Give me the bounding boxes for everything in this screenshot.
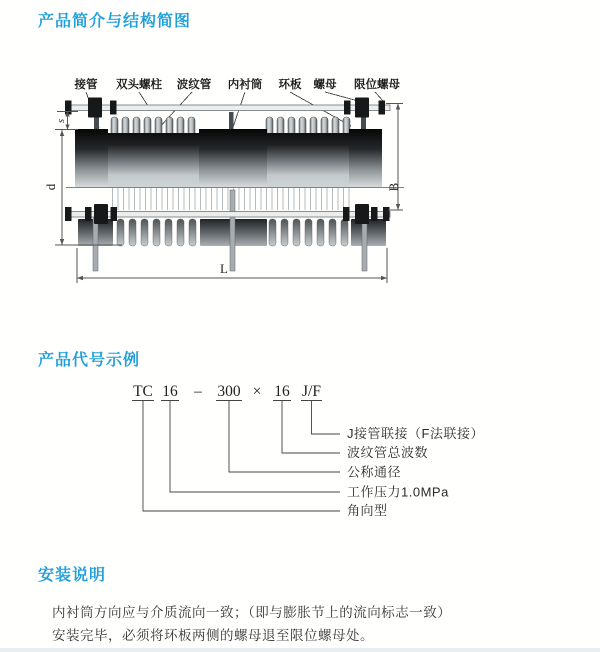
- page-bottom-strip: [0, 648, 600, 652]
- structure-diagram: [0, 60, 600, 352]
- code-seg-times: ×: [252, 383, 262, 400]
- label-double-stud: 双头螺柱: [116, 79, 162, 91]
- code-segments: [133, 383, 321, 400]
- dim-label-L: L: [220, 261, 228, 276]
- product-code-figure: [0, 372, 600, 532]
- section-title-code: 产品代号示例: [38, 352, 141, 369]
- code-seg-pressure: 16: [162, 383, 178, 400]
- label-connecting-pipe: 接管: [74, 79, 98, 91]
- label-ring-plate: 环板: [278, 79, 302, 91]
- callout-working-pressure: 工作压力1.0MPa: [347, 484, 449, 500]
- callout-connection: J接管联接（F法联接）: [347, 426, 484, 441]
- code-seg-dn: 300: [217, 383, 241, 400]
- right-end-pipe: [349, 129, 382, 187]
- label-inner-liner: 内衬筒: [227, 79, 263, 91]
- label-limit-nut: 限位螺母: [354, 79, 400, 91]
- callout-angular-type: 角向型: [347, 503, 388, 518]
- section-title-intro: 产品简介与结构简图: [38, 13, 192, 30]
- install-line-2: 安装完毕，必须将环板两侧的螺母退至限位螺母处。: [52, 628, 374, 643]
- joint-body: [75, 129, 382, 187]
- dim-label-s: s: [56, 118, 67, 124]
- part-labels: [74, 77, 401, 91]
- section-title-install: 安装说明: [38, 567, 107, 584]
- code-seg-conn: J/F: [302, 383, 321, 400]
- label-bellows: 波纹管: [176, 79, 212, 91]
- left-end-pipe: [75, 129, 108, 187]
- label-nut: 螺母: [313, 79, 337, 91]
- code-seg-type: TC: [133, 383, 153, 400]
- dim-label-B: B: [386, 182, 401, 192]
- code-seg-dash: –: [194, 383, 202, 400]
- dimension-B: [388, 104, 403, 211]
- code-callouts: [347, 426, 484, 518]
- leader-lines: [86, 92, 384, 133]
- top-tie-rod: [65, 98, 403, 118]
- callout-wave-count: 波纹管总波数: [347, 445, 429, 460]
- dim-label-d: d: [43, 183, 58, 191]
- code-callout-lines: [132, 401, 340, 512]
- code-seg-waves: 16: [274, 383, 290, 400]
- install-line-1: 内衬筒方向应与介质流向一致；（即与膨胀节上的流向标志一致）: [52, 605, 452, 620]
- install-notes: [52, 601, 451, 647]
- callout-nominal-diameter: 公称通径: [347, 464, 402, 480]
- middle-liner-band: [199, 129, 267, 187]
